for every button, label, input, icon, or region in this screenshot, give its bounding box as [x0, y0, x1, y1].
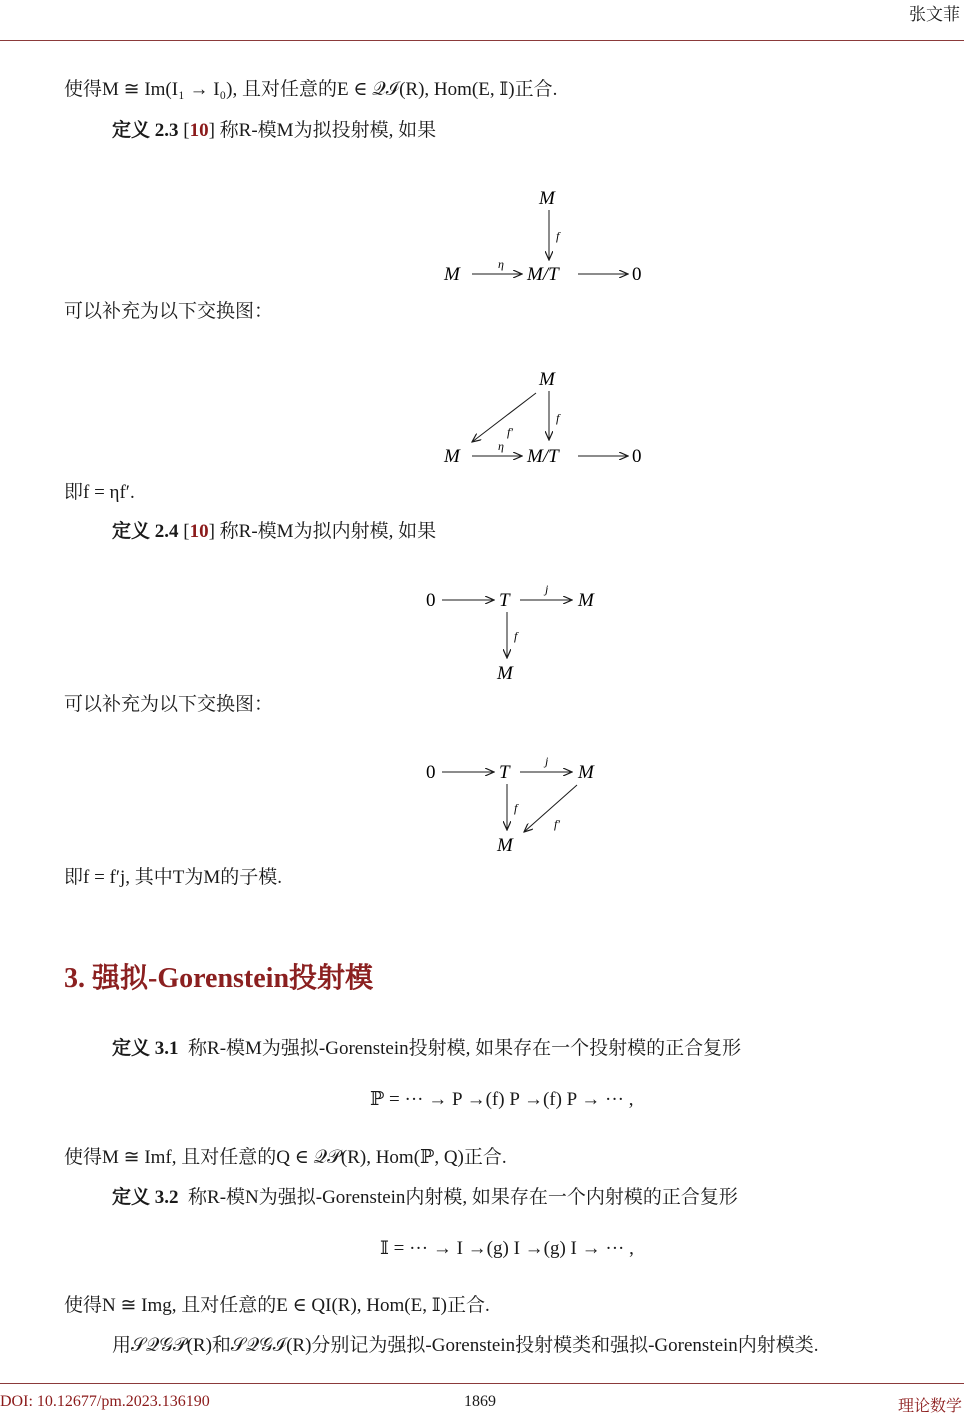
footer-journal[interactable]: 理论数学	[897, 1398, 962, 1415]
d2-f-label: f	[556, 411, 560, 425]
d1-M-left: M	[444, 264, 460, 285]
def23-cite[interactable]: 10	[189, 120, 209, 141]
complex-I: 𝕀 = ··· → I →(g) I →(g) I → ··· ,	[380, 1238, 634, 1259]
text-can-complete-2: 可以补充为以下交换图：	[64, 694, 274, 715]
complex-P: ℙ = ··· → P →(f) P →(f) P → ··· ,	[370, 1089, 634, 1110]
d1-MT: M/T	[527, 264, 559, 285]
text-line-1	[64, 74, 557, 101]
text-f-eta: 即f = ηf′.	[64, 482, 135, 503]
def31-label: 定义 3.1	[112, 1038, 179, 1059]
def23-label: 定义 2.3	[112, 120, 179, 141]
definition-3-1	[112, 1033, 741, 1060]
d4-f-label: f	[514, 801, 518, 815]
text-last-line: 用𝒮𝒬𝒢𝒫(R)和𝒮𝒬𝒢ℐ(R)分别记为强拟-Gorenstein投射模类和强拟-Gorenstein内射模类.	[112, 1335, 819, 1356]
d2-M-left: M	[444, 446, 460, 467]
header-rule	[0, 40, 964, 41]
d2-fprime-arrow	[472, 393, 536, 442]
def23-text: 称R-模M为拟投射模, 如果	[219, 120, 437, 141]
diagram-4	[420, 752, 620, 858]
def32-label: 定义 3.2	[112, 1187, 179, 1208]
d3-T: T	[499, 590, 510, 611]
d4-M-right: M	[578, 762, 594, 783]
d2-fprime-label: f′	[507, 425, 513, 439]
def31-text: 称R-模M为强拟-Gorenstein投射模, 如果存在一个投射模的正合复形	[188, 1038, 742, 1059]
d4-fprime-arrow	[524, 785, 577, 832]
d1-eta-label: η	[498, 257, 504, 271]
definition-2-3: 定义 2.3 [10] 称R-模M为拟投射模, 如果	[112, 120, 437, 141]
def24-text: 称R-模M为拟内射模, 如果	[219, 521, 437, 542]
d2-zero: 0	[632, 446, 642, 467]
footer-page-number: 1869	[464, 1393, 496, 1410]
d3-j-label: j	[545, 582, 549, 596]
diagram-3	[420, 580, 620, 686]
d3-f-label: f	[514, 629, 518, 643]
def24-label: 定义 2.4	[112, 521, 179, 542]
footer-rule	[0, 1383, 964, 1384]
d3-M-right: M	[578, 590, 594, 611]
d3-zero: 0	[426, 590, 436, 611]
text-f-fj: 即f = f′j, 其中T为M的子模.	[64, 867, 283, 888]
section-title: 3. 强拟-Gorenstein投射模	[64, 963, 374, 994]
footer-doi[interactable]: DOI: 10.12677/pm.2023.136190	[0, 1393, 210, 1410]
diagram-1	[430, 180, 670, 290]
d1-zero: 0	[632, 264, 642, 285]
d4-zero: 0	[426, 762, 436, 783]
text-line-P: 使得M ≅ Imf, 且对任意的Q ∈ 𝒬𝒫(R), Hom(ℙ, Q)正合.	[64, 1147, 507, 1168]
definition-3-2	[112, 1182, 738, 1209]
diagram-2	[430, 360, 670, 472]
header-author: 张文菲	[909, 5, 960, 24]
definition-2-4: 定义 2.4 [10] 称R-模M为拟内射模, 如果	[112, 521, 437, 542]
def32-text: 称R-模N为强拟-Gorenstein内射模, 如果存在一个内射模的正合复形	[188, 1187, 738, 1208]
d4-M-bottom: M	[497, 835, 513, 856]
def24-cite[interactable]: 10	[189, 521, 209, 542]
d1-M-top: M	[539, 188, 555, 209]
d2-MT: M/T	[527, 446, 559, 467]
line1-text: 使得M ≅ Im(I₁ → I₀), 且对任意的E ∈ 𝒬ℐ(R), Hom(E, 𝕀)正合.	[64, 79, 558, 100]
d2-M-top: M	[539, 369, 555, 390]
d4-j-label: j	[545, 754, 549, 768]
text-line-I: 使得N ≅ Img, 且对任意的E ∈ QI(R), Hom(E, 𝕀)正合.	[64, 1295, 490, 1316]
d1-f-label: f	[556, 229, 560, 243]
d4-fprime-label: f′	[554, 817, 560, 831]
d2-eta-label: η	[498, 439, 504, 453]
text-can-complete-1: 可以补充为以下交换图：	[64, 301, 274, 322]
d4-T: T	[499, 762, 510, 783]
d3-M-bottom: M	[497, 663, 513, 684]
